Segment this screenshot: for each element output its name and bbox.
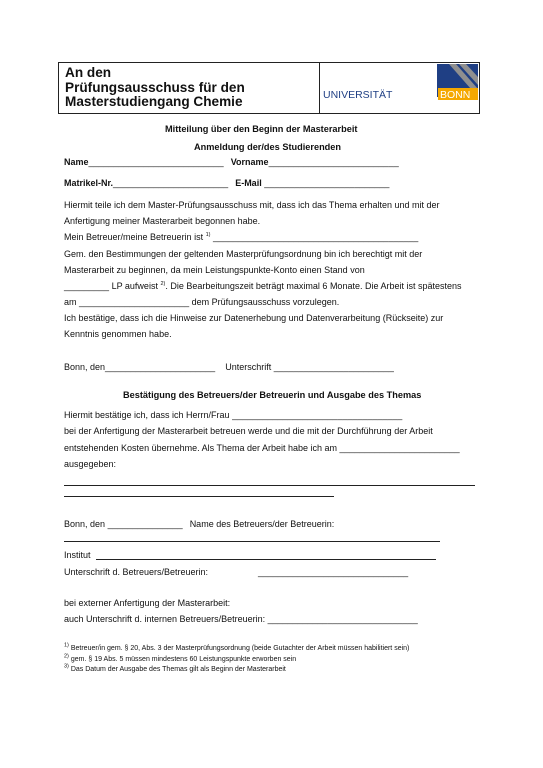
footnote-1-mark: 1) xyxy=(64,642,69,649)
footnote-1-text: Betreuer/in gem. § 20, Abs. 3 der Masterprüfungsordnung (beide Gutachter der Arbeit müssen habilitiert sein) xyxy=(70,645,410,652)
matrikel-field[interactable]: _______________________ xyxy=(113,178,229,188)
student-signature-field[interactable]: ________________________ xyxy=(273,362,394,372)
advisor-row xyxy=(64,519,334,530)
footnote-3-text: Das Datum der Ausgabe des Themas gilt als Beginn der Masterarbeit xyxy=(70,666,286,673)
recipient-line-1: An den xyxy=(65,65,112,80)
s2-line2: bei der Anfertigung der Masterarbeit betreuen werde und die mit der Durchführung der Arbeit xyxy=(64,426,433,436)
betreuer-text: Mein Betreuer/meine Betreuerin ist xyxy=(64,232,204,242)
institut-label: Institut xyxy=(64,550,91,560)
p2-line1: Gem. den Bestimmungen der geltenden Masterprüfungsordnung bin ich berechtigt mit der xyxy=(64,249,423,259)
confirm-row xyxy=(64,410,402,421)
section2-title: Bestätigung des Betreuers/der Betreuerin und Ausgabe des Themas xyxy=(123,390,422,400)
student-signature-row xyxy=(64,362,394,373)
p1-line1: Hiermit teile ich dem Master-Prüfungsausschuss mit, dass ich das Thema erhalten und mit der xyxy=(64,200,440,210)
am-row xyxy=(64,297,339,308)
name-label: Name xyxy=(64,157,89,167)
footnote-3 xyxy=(64,663,286,674)
section1-subtitle: Anmeldung der/des Studierenden xyxy=(194,142,342,152)
name-row xyxy=(64,157,399,168)
extern-signature-field[interactable]: ______________________________ xyxy=(267,614,418,624)
lp-rest: . Die Bearbeitungszeit beträgt maximal 6 Monate. Die Arbeit ist spätestens xyxy=(165,281,462,291)
s2-line4: ausgegeben: xyxy=(64,459,117,469)
university-logo xyxy=(321,63,479,113)
betreuer-row xyxy=(64,232,418,243)
name-field[interactable]: ___________________________ xyxy=(88,157,224,167)
p1-line2: Anfertigung meiner Masterarbeit begonnen habe. xyxy=(64,216,261,226)
advisor-date-field[interactable]: _______________ xyxy=(107,519,183,529)
student-name-field[interactable]: __________________________________ xyxy=(232,410,403,420)
s2-line3-text: entstehenden Kosten übernehme. Als Thema der Arbeit habe ich am xyxy=(64,443,338,453)
university-logo-graphic xyxy=(321,63,479,113)
bonn-den-label: Bonn, den xyxy=(64,362,106,372)
s2-line3 xyxy=(64,443,460,454)
lp-field[interactable]: _________ xyxy=(64,281,110,291)
email-field[interactable]: _________________________ xyxy=(264,178,390,188)
issue-date-field[interactable]: ________________________ xyxy=(339,443,460,453)
am-rest: dem Prüfungsausschuss vorzulegen. xyxy=(191,297,340,307)
footnote-ref-1: 1) xyxy=(205,232,211,238)
extern-row xyxy=(64,614,418,625)
confirm-text: Hiermit bestätige ich, dass ich Herrn/Frau xyxy=(64,410,230,420)
lp-text: LP aufweist xyxy=(111,281,158,291)
advisor-signature-label: Unterschrift d. Betreuers/Betreuerin: xyxy=(64,567,209,577)
advisor-name-label: Name des Betreuers/der Betreuerin: xyxy=(189,519,335,529)
section1-title: Mitteilung über den Beginn der Masterarbeit xyxy=(165,124,358,134)
footnote-2 xyxy=(64,653,297,664)
am-label: am xyxy=(64,297,77,307)
footnote-2-mark: 2) xyxy=(64,653,69,660)
header-divider xyxy=(319,63,320,113)
extern-line1: bei externer Anfertigung der Masterarbeit: xyxy=(64,598,231,608)
recipient-line-3: Masterstudiengang Chemie xyxy=(65,94,243,109)
recipient-line-2: Prüfungsausschuss für den xyxy=(65,79,245,95)
lp-row xyxy=(64,281,462,292)
p3-line2: Kenntnis genommen habe. xyxy=(64,329,172,339)
bonn-date-field[interactable]: ______________________ xyxy=(105,362,216,372)
logo-word-bonn: BONN xyxy=(440,89,471,101)
footnote-2-text: gem. § 19 Abs. 5 müssen mindestens 60 Leistungspunkte erworben sein xyxy=(70,656,297,663)
betreuer-field[interactable]: _________________________________________ xyxy=(213,232,419,242)
vorname-label: Vorname xyxy=(230,157,269,167)
institut-line[interactable] xyxy=(96,559,436,560)
advisor-signature-field[interactable]: ______________________________ xyxy=(258,567,409,577)
recipient-address xyxy=(65,66,245,110)
email-label: E-Mail xyxy=(235,178,262,188)
matrikel-row xyxy=(64,178,389,189)
advisor-name-line[interactable] xyxy=(64,541,440,542)
matrikel-label: Matrikel-Nr. xyxy=(64,178,114,188)
p2-line2: Masterarbeit zu beginnen, da mein Leistungspunkte-Konto einen Stand von xyxy=(64,265,365,275)
thema-line-2[interactable] xyxy=(64,496,334,497)
logo-word-universitaet: UNIVERSITÄT xyxy=(323,89,393,101)
footnote-1 xyxy=(64,642,410,653)
am-date-field[interactable]: ______________________ xyxy=(79,297,190,307)
footnote-3-mark: 3) xyxy=(64,663,69,670)
unterschrift-label: Unterschrift xyxy=(225,362,272,372)
vorname-field[interactable]: __________________________ xyxy=(268,157,399,167)
extern-line2: auch Unterschrift d. internen Betreuers/Betreuerin: xyxy=(64,614,266,624)
header-box xyxy=(58,62,480,114)
footnote-ref-2: 2) xyxy=(160,281,166,287)
advisor-bonn-label: Bonn, den xyxy=(64,519,106,529)
thema-line-1[interactable] xyxy=(64,485,475,486)
p3-line1: Ich bestätige, dass ich die Hinweise zur Datenerhebung und Datenverarbeitung (Rückseite) zur xyxy=(64,313,444,323)
